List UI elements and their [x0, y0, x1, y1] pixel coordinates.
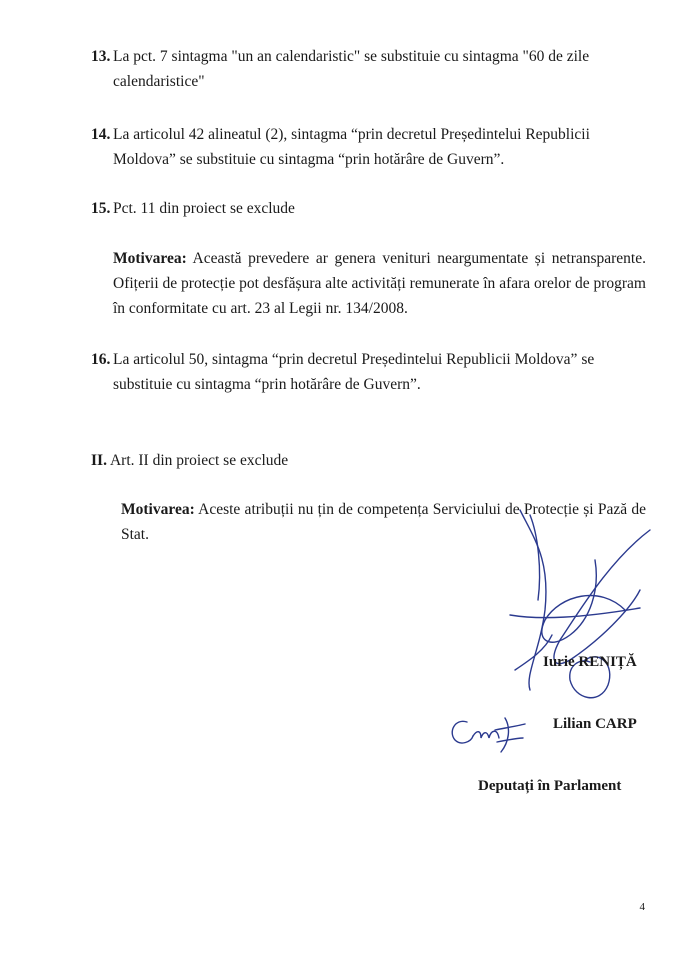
item-13	[91, 44, 646, 94]
signatories-role: Deputați în Parlament	[478, 778, 622, 794]
signature-renita	[490, 500, 665, 710]
item-text-continued: substituie cu sintagma “prin hotărâre de Guvern”.	[113, 376, 421, 393]
motivation-label: Motivarea:	[113, 250, 187, 267]
item-16	[91, 347, 646, 397]
item-number: 14.	[91, 126, 111, 143]
section-number: II.	[91, 452, 107, 469]
motivation-paragraph-1	[113, 246, 646, 321]
item-text-continued: Moldova” se substituie cu sintagma “prin hotărâre de Guvern”.	[113, 151, 505, 168]
item-text: La articolul 50, sintagma “prin decretul Președintelui Republicii Moldova” se	[113, 351, 595, 368]
item-text-continued: calendaristice"	[113, 73, 205, 90]
motivation-text: Această prevedere ar genera venituri neargumentate și netransparente. Ofițerii de protecție pot desfășura alte activități remunerate în afara orelor de program în conformitate cu art. 23 al Legii nr. 134/2008.	[113, 250, 646, 317]
item-text: Pct. 11 din proiect se exclude	[113, 200, 295, 217]
signature-carp	[445, 708, 530, 758]
item-15	[91, 196, 646, 221]
signatory-name-2: Lilian CARP	[553, 716, 637, 732]
signatory-name-1: Iurie RENIȚĂ	[543, 654, 637, 670]
section-text: Art. II din proiect se exclude	[109, 452, 289, 469]
motivation-text: Aceste atribuții nu țin de competența Serviciului de Protecție și Pază de Stat.	[121, 501, 646, 543]
item-number: 16.	[91, 351, 111, 368]
item-number: 13.	[91, 48, 111, 65]
item-14	[91, 122, 646, 172]
page-number: 4	[639, 901, 645, 913]
item-text: La articolul 42 alineatul (2), sintagma “prin decretul Președintelui Republicii	[113, 126, 590, 143]
motivation-label: Motivarea:	[121, 501, 195, 518]
item-text: La pct. 7 sintagma "un an calendaristic" se substituie cu sintagma "60 de zile	[113, 48, 590, 65]
section-ii	[91, 448, 646, 473]
item-number: 15.	[91, 200, 111, 217]
